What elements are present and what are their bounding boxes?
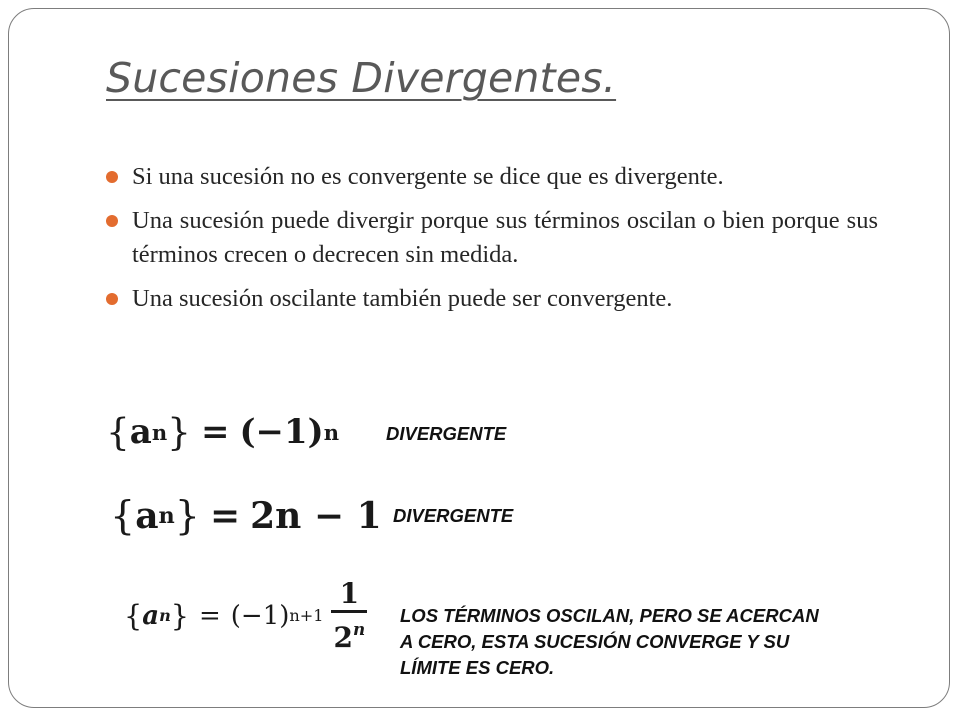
- example-label-divergent: DIVERGENTE: [393, 505, 514, 526]
- slide-title: Sucesiones Divergentes.: [106, 54, 617, 102]
- bullet-text: Una sucesión oscilante también puede ser convergente.: [132, 285, 673, 312]
- formula-subscript: n: [151, 419, 168, 445]
- fraction-denominator-base: 2: [333, 620, 354, 654]
- bullet-dot-icon: [106, 171, 118, 183]
- formula-fraction: [330, 578, 370, 653]
- formula-rhs: 2n − 1: [250, 495, 382, 537]
- formula-rhs-base: (−1): [239, 412, 324, 452]
- bullet-item: [106, 282, 878, 316]
- formula-rhs-exponent: n+1: [289, 606, 324, 626]
- formula-term: a: [135, 495, 159, 537]
- formula-convergent-oscillating-sequence: [124, 578, 369, 653]
- formula-equals: =: [209, 495, 241, 537]
- formula-open-brace: {: [110, 493, 136, 539]
- example-label-divergent: DIVERGENTE: [386, 423, 507, 444]
- explanation-line: LOS TÉRMINOS OSCILAN, PERO SE ACERCAN: [400, 605, 819, 626]
- formula-close-brace: }: [170, 598, 189, 633]
- fraction-denominator-exponent: n: [353, 618, 366, 639]
- example-label-convergent-explanation: [400, 603, 950, 681]
- bullet-text: Una sucesión puede divergir porque sus términos oscilan o bien porque sus términos crecen o decrecen sin medida.: [132, 207, 878, 268]
- formula-equals: =: [200, 412, 230, 452]
- bullet-item: [106, 160, 878, 194]
- formula-close-brace: }: [167, 410, 191, 454]
- formula-rhs-exponent: n: [323, 419, 340, 445]
- explanation-line: A CERO, ESTA SUCESIÓN CONVERGE Y SU: [400, 631, 790, 652]
- formula-rhs-base: (−1): [230, 600, 290, 631]
- formula-open-brace: {: [124, 598, 143, 633]
- formula-open-brace: {: [106, 410, 130, 454]
- bullet-dot-icon: [106, 293, 118, 305]
- formula-linear-sequence: [110, 493, 382, 539]
- formula-subscript: n: [159, 606, 171, 626]
- fraction-numerator: 1: [339, 577, 360, 610]
- formula-equals: =: [198, 600, 221, 631]
- bullet-list: [106, 160, 878, 326]
- formula-subscript: n: [158, 503, 175, 529]
- formula-close-brace: }: [174, 493, 200, 539]
- explanation-line: LÍMITE ES CERO.: [400, 657, 555, 678]
- fraction-denominator: [330, 613, 370, 654]
- bullet-dot-icon: [106, 215, 118, 227]
- bullet-item: [106, 204, 878, 272]
- formula-term: a: [129, 412, 152, 452]
- formula-alternating-sequence: [106, 410, 339, 454]
- formula-term: a: [142, 600, 160, 631]
- bullet-text: Si una sucesión no es convergente se dice que es divergente.: [132, 163, 724, 190]
